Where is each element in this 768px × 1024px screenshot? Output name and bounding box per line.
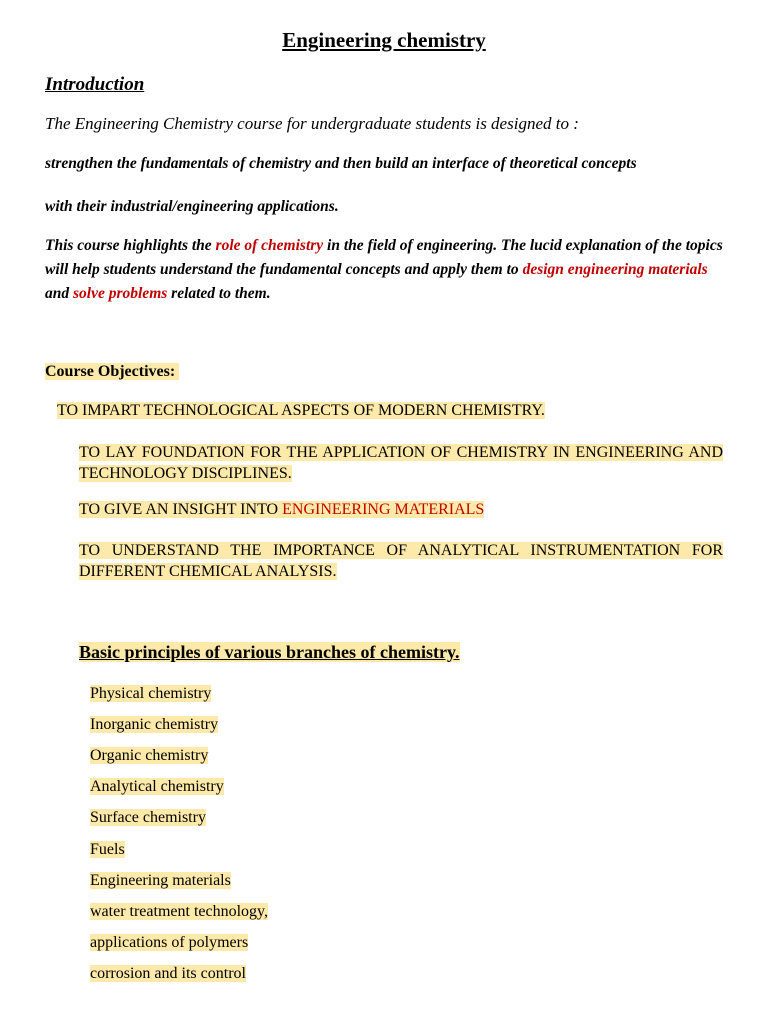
objectives-heading	[45, 363, 179, 381]
objective-1	[57, 402, 545, 420]
para-red-role: role of chemistry	[215, 237, 324, 254]
objective-3	[79, 501, 484, 519]
intro-line-1: The Engineering Chemistry course for undergraduate students is designed to :	[45, 114, 579, 133]
list-item: Physical chemistry	[90, 685, 212, 702]
para-red-solve: solve problems	[73, 285, 168, 302]
introduction-heading: Introduction	[45, 74, 145, 95]
list-item: Engineering materials	[90, 872, 231, 889]
objective-2	[79, 442, 723, 484]
list-item: Organic chemistry	[90, 747, 209, 764]
list-item: Surface chemistry	[90, 809, 206, 826]
objective-3-text: TO GIVE AN INSIGHT INTO	[79, 501, 283, 518]
objectives-heading-text: Course Objectives:	[45, 363, 176, 380]
intro-line-3: with their industrial/engineering applications.	[45, 198, 339, 215]
branches-heading	[79, 642, 460, 663]
page-title: Engineering chemistry	[282, 28, 486, 52]
intro-paragraph	[45, 234, 735, 306]
objective-2-text: TO LAY FOUNDATION FOR THE APPLICATION OF CHEMISTRY IN ENGINEERING AND TECHNOLOGY DISCIPLINES.	[79, 444, 723, 482]
para-text-1: This course highlights the	[45, 237, 216, 254]
para-text-4: related to them.	[167, 285, 271, 302]
intro-line-2: strengthen the fundamentals of chemistry and then build an interface of theoretical concepts	[45, 155, 637, 172]
para-text-3: and	[45, 285, 73, 302]
list-item: corrosion and its control	[90, 965, 246, 982]
objective-1-text: TO IMPART TECHNOLOGICAL ASPECTS OF MODERN CHEMISTRY.	[57, 402, 545, 419]
list-item: Inorganic chemistry	[90, 716, 219, 733]
list-item: Fuels	[90, 841, 125, 858]
objective-4	[79, 540, 723, 582]
para-red-design: design engineering materials	[522, 261, 708, 278]
list-item: applications of polymers	[90, 934, 249, 951]
list-item: Analytical chemistry	[90, 778, 224, 795]
branches-heading-text: Basic principles of various branches of chemistry.	[79, 642, 460, 662]
objective-4-text: TO UNDERSTAND THE IMPORTANCE OF ANALYTICAL INSTRUMENTATION FOR DIFFERENT CHEMICAL ANALYSIS.	[79, 542, 723, 580]
objective-3-red: ENGINEERING MATERIALS	[282, 501, 485, 518]
para-text-2: in the field of engineering. The lucid explanation of the topics will help students understand the fundamental concepts and apply them to	[45, 237, 723, 278]
list-item: water treatment technology,	[90, 903, 268, 920]
